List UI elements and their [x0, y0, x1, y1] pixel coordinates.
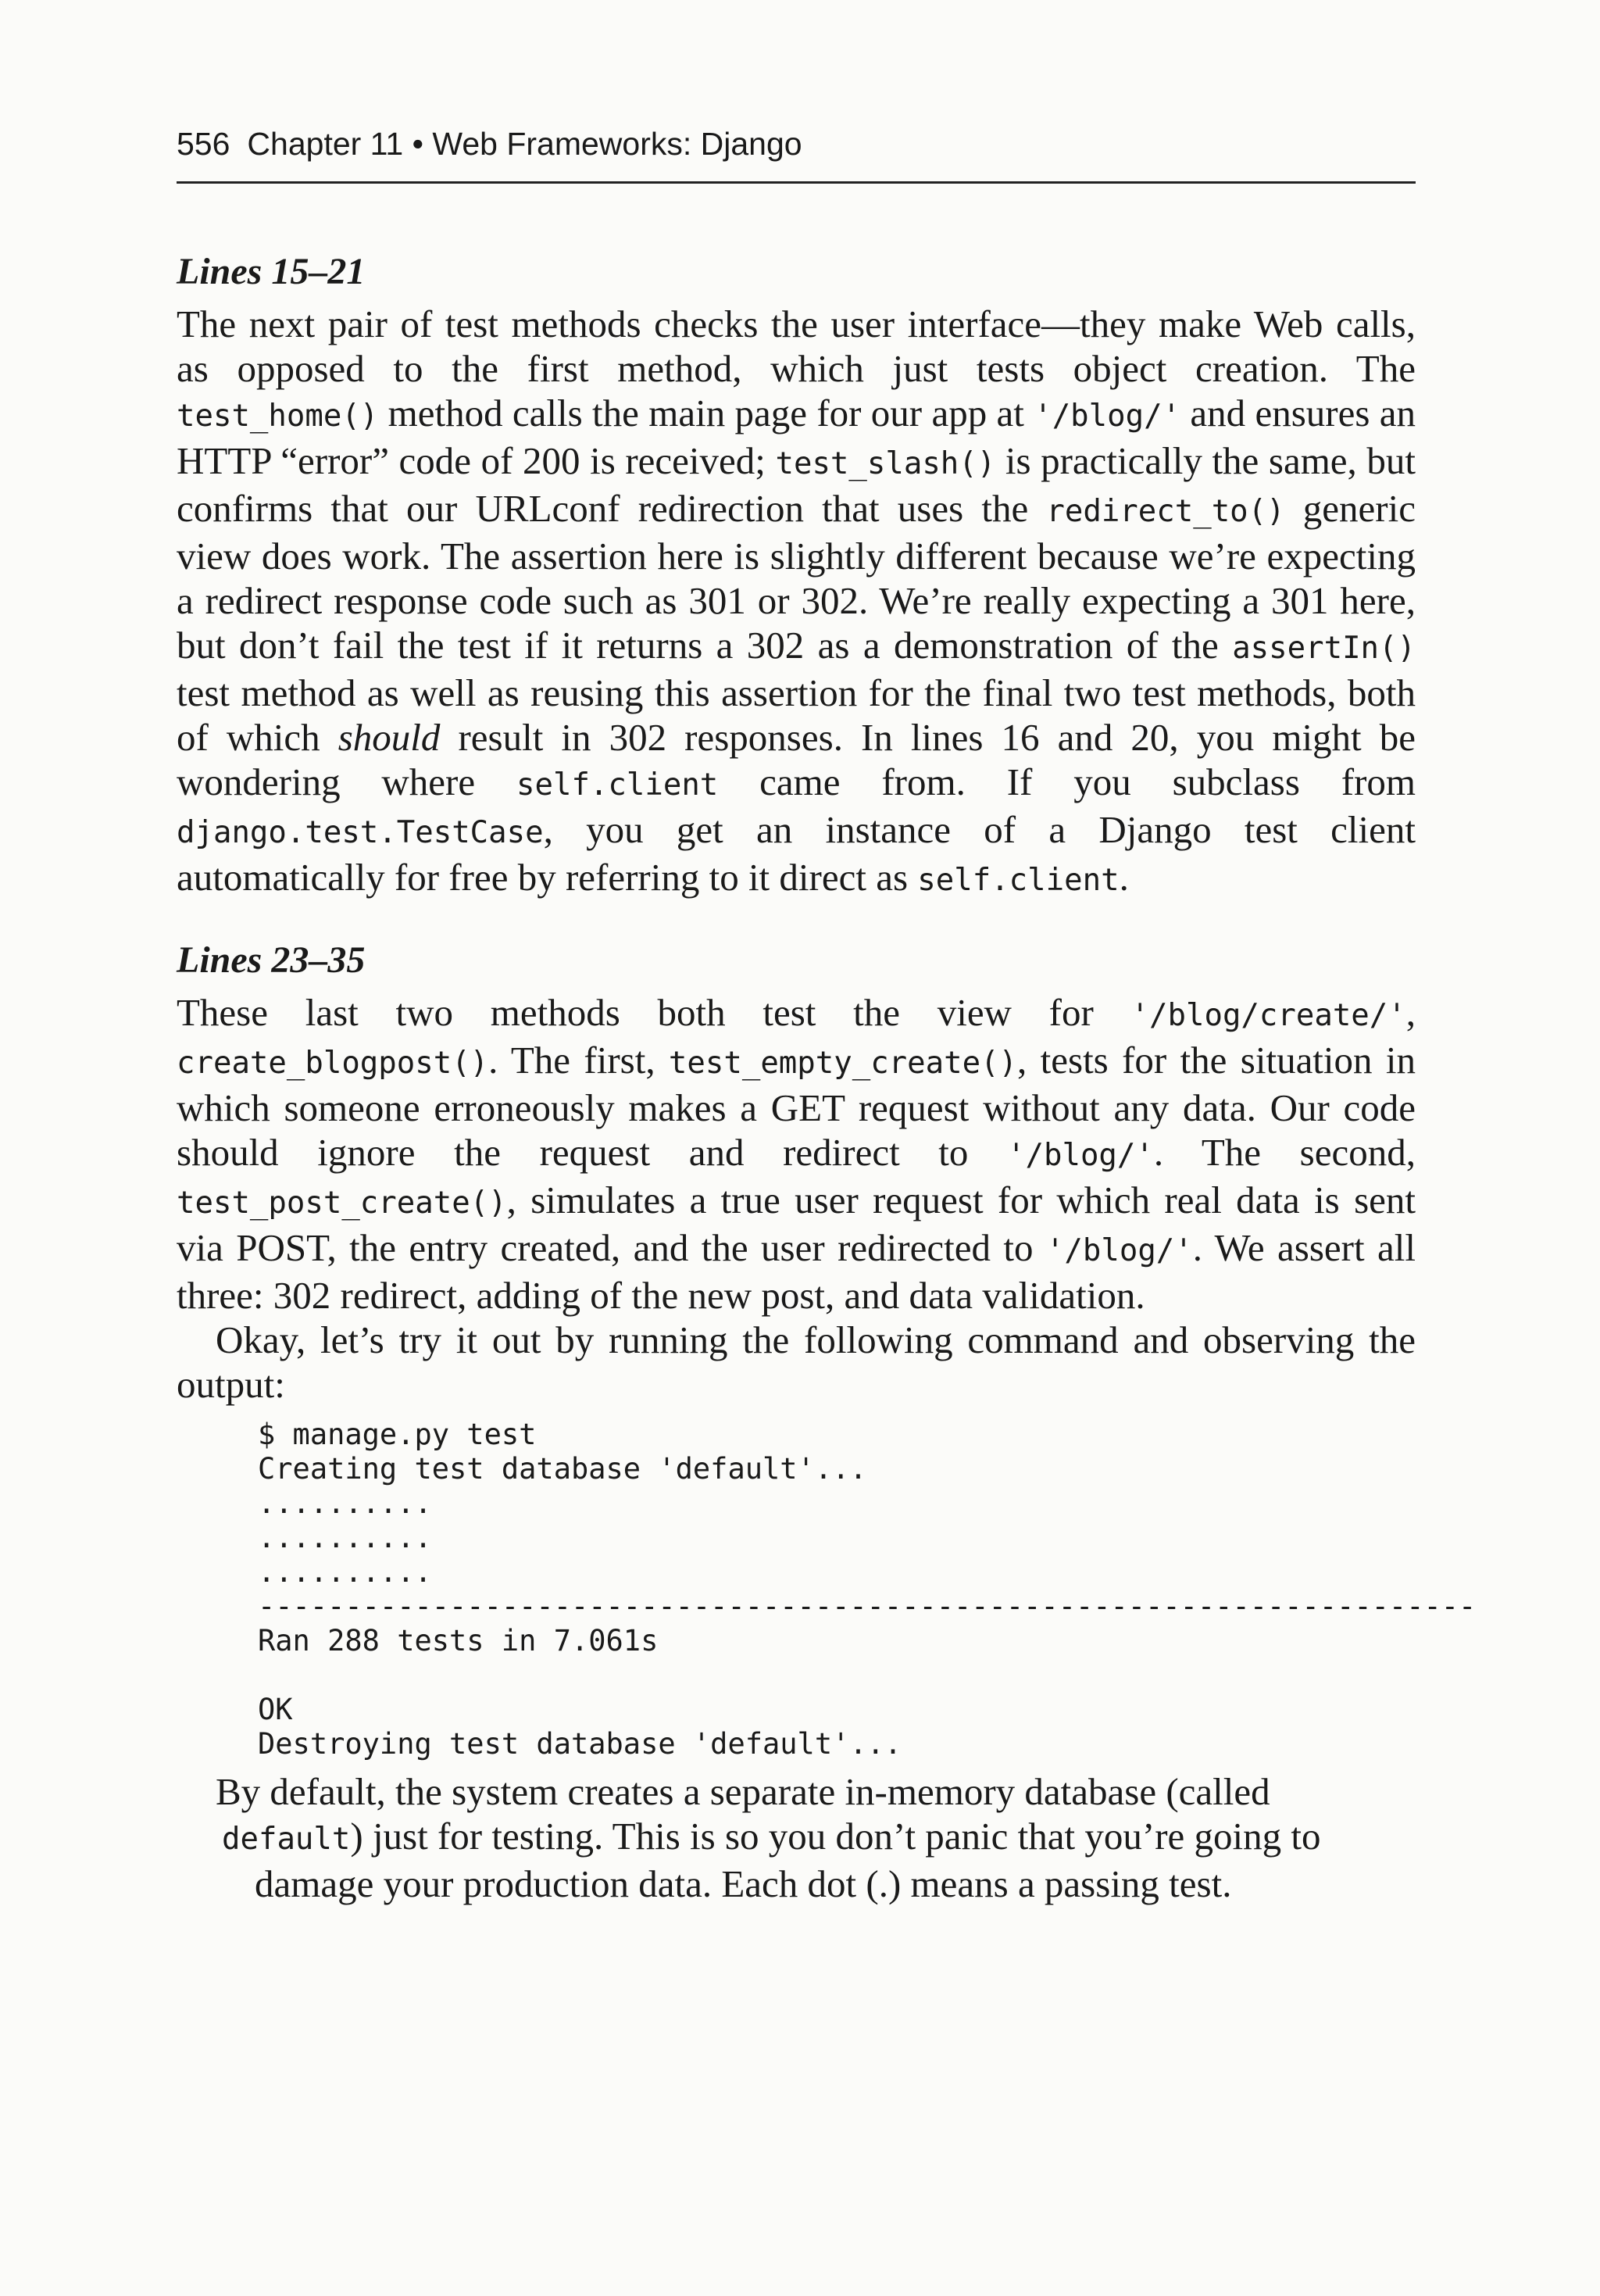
text-run: The next pair of test methods checks the user interface—they make Web calls, as opposed to the first method, which just tests object creation. The	[177, 302, 1416, 390]
text-run: . We assert all three: 302 redirect, adding of the new post, and data validation.	[177, 1226, 1416, 1317]
inline-code: self.client	[516, 767, 719, 803]
inline-code: self.client	[917, 863, 1120, 898]
text-run: These last two methods both test the view for	[177, 991, 1131, 1034]
text-run: .	[1119, 856, 1129, 899]
closing-line-3: damage your production data. Each dot (.) means a passing test.	[255, 1862, 1232, 1905]
inline-code: '/blog/'	[1034, 399, 1181, 434]
inline-code: test_empty_create()	[668, 1046, 1018, 1081]
closing-line-1: By default, the system creates a separate in-memory database (called	[216, 1770, 1270, 1813]
text-run: , you get an instance of a Django test client automatically for free by referring to it direct as	[177, 808, 1416, 899]
running-title: Chapter 11 • Web Frameworks: Django	[247, 126, 802, 162]
text-run: came from. If you subclass from	[718, 760, 1416, 803]
text-run: test method as well as reusing this assertion for the final two test methods, both of which	[177, 671, 1416, 759]
page-body	[177, 250, 1477, 1906]
inline-code: assertIn()	[1232, 631, 1416, 666]
inline-code: test_slash()	[775, 446, 996, 481]
text-run: generic view does work. The assertion here is slightly different because we’re expecting a redirect response code such as 301 or 302. We’re really expecting a 301 here, but don’t fail the test if it returns a 302 as a demonstration of the	[177, 487, 1416, 667]
section-heading-lines-15-21: Lines 15–21	[177, 251, 366, 292]
text-run: , simulates a true user request for which real data is sent via POST, the entry created, and the user redirected to	[177, 1178, 1416, 1269]
paragraph-lines-23-35	[177, 990, 1416, 1318]
inline-code: default	[222, 1822, 351, 1857]
text-run: and ensures an HTTP “error” code of 200 is received;	[177, 392, 1416, 482]
text-run: is practically the same, but confirms that our URLconf redirection that uses the	[177, 439, 1416, 530]
emphasis: should	[338, 716, 441, 759]
text-run: ,	[1405, 991, 1416, 1034]
paragraph-okay: Okay, let’s try it out by running the following command and observing the output:	[177, 1318, 1416, 1406]
text-run: . The second,	[1153, 1131, 1416, 1174]
closing-line-2	[177, 1814, 1416, 1861]
page-number: 556	[177, 126, 230, 162]
inline-code: redirect_to()	[1046, 494, 1285, 529]
inline-code: '/blog/create/'	[1130, 998, 1406, 1033]
text-run: ) just for testing. This is so you don’t panic that you’re going to	[350, 1815, 1321, 1858]
text-run: result in 302 responses. In lines 16 and 20, you might be wondering where	[177, 716, 1416, 803]
inline-code: create_blogpost()	[177, 1046, 489, 1081]
inline-code: test_home()	[177, 399, 379, 434]
inline-code: test_post_create()	[177, 1186, 507, 1221]
inline-code: '/blog/'	[1045, 1233, 1193, 1268]
text-run: , tests for the situation in which someone erroneously makes a GET request without any data. Our code should ignore the request and redirect to	[177, 1039, 1416, 1174]
text-run: method calls the main page for our app at	[378, 392, 1034, 435]
text-run: . The first,	[488, 1039, 669, 1082]
inline-code: '/blog/'	[1007, 1138, 1154, 1173]
running-header	[177, 114, 1416, 184]
paragraph-lines-15-21	[177, 302, 1416, 903]
terminal-output-code-block: $ manage.py test Creating test database 'default'... .......... .......... .......... ---------------------------------------------------------------------- Ran 288 tests in 7.061s OK Destroying test database 'default'...	[258, 1418, 1477, 1761]
section-heading-lines-23-35: Lines 23–35	[177, 939, 366, 981]
inline-code: django.test.TestCase	[177, 815, 544, 850]
